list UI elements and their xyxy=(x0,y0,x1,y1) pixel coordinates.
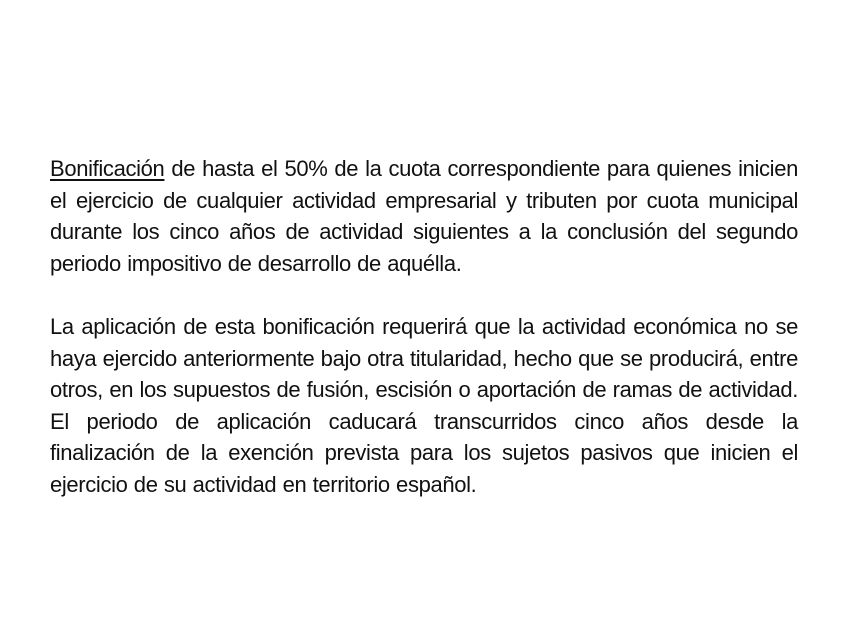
paragraph-aplicacion: La aplicación de esta bonificación requerirá que la actividad económica no se haya ejercido anteriormente bajo otra titularidad, hecho que se producirá, entre otros, en los supuestos de fusión, escisión o aportación de ramas de actividad. El periodo de aplicación caducará transcurridos cinco años desde la finalización de la exención prevista para los sujetos pasivos que inicien el ejercicio de su actividad en territorio español. xyxy=(50,314,798,497)
underlined-term: Bonificación xyxy=(50,156,165,181)
paragraph-bonificacion xyxy=(50,153,798,279)
paragraph-1-text: de hasta el 50% de la cuota correspondiente para quienes inicien el ejercicio de cualquier actividad empresarial y tributen por cuota municipal durante los cinco años de actividad siguientes a la conclusión del segundo periodo impositivo de desarrollo de aquélla. xyxy=(50,156,798,276)
slide-body xyxy=(50,153,798,500)
